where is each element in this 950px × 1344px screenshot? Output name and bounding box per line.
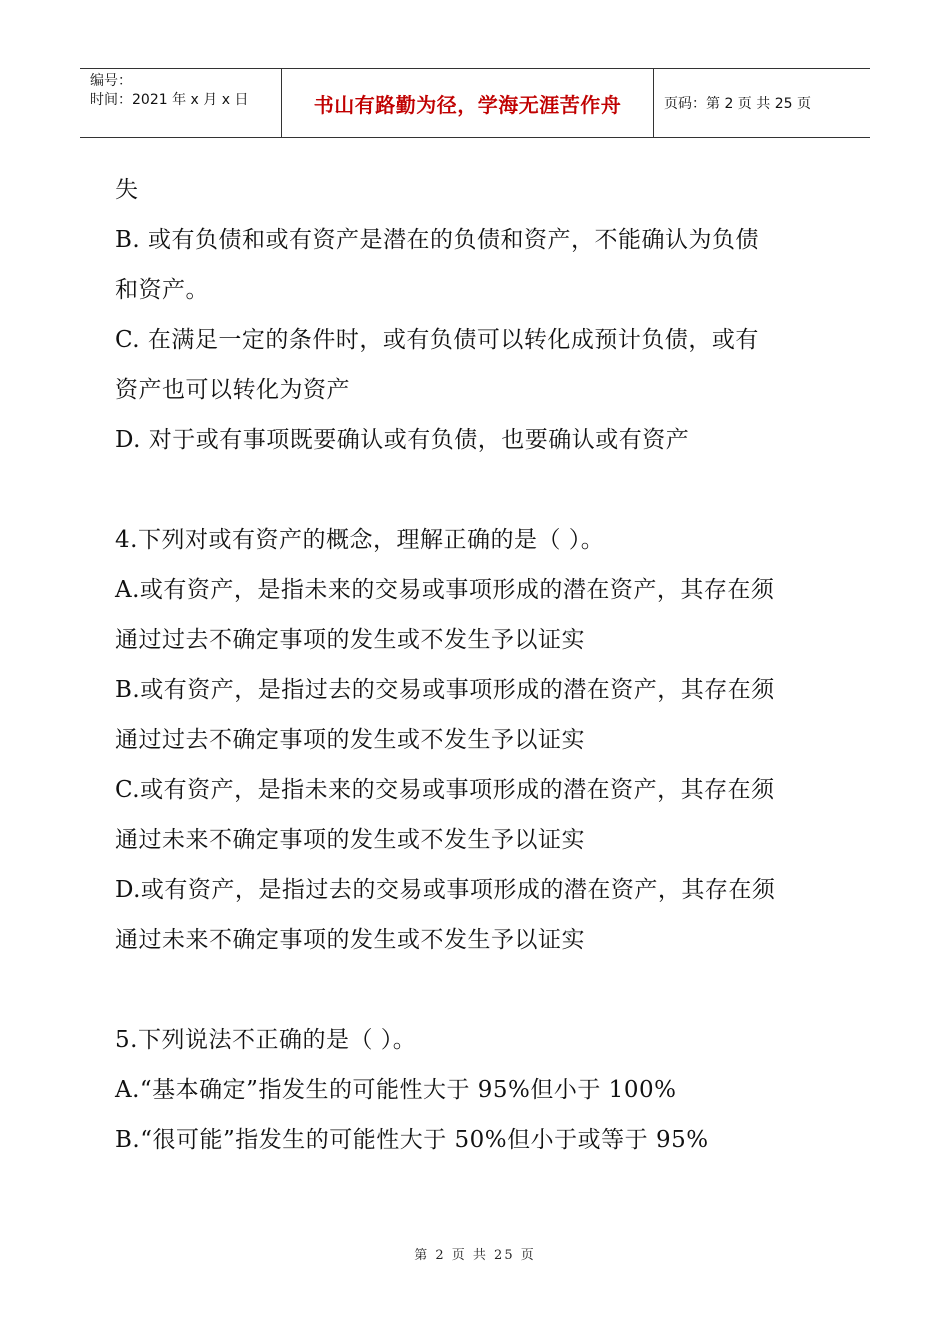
header-motto: 书山有路勤为径，学海无涯苦作舟 (282, 69, 654, 137)
text-line: 通过未来不确定事项的发生或不发生予以证实 (115, 827, 585, 853)
option-c: C. 在满足一定的条件时，或有负债可以转化成预计负债，或有 (115, 327, 759, 353)
text-line: 通过过去不确定事项的发生或不发生予以证实 (115, 727, 585, 753)
header-page-info: 页码：第 2 页 共 25 页 (664, 96, 811, 112)
text-line: 和资产。 (115, 277, 209, 303)
question-4: 4.下列对或有资产的概念，理解正确的是（ ）。 (115, 527, 605, 553)
text-line: 资产也可以转化为资产 (115, 377, 350, 403)
header-meta (80, 69, 282, 137)
q4-option-d: D.或有资产，是指过去的交易或事项形成的潜在资产，其存在须 (115, 877, 776, 903)
document-body (115, 165, 855, 1165)
text-line: 失 (115, 177, 139, 203)
document-date-label: 时间：2021 年 x 月 x 日 (90, 92, 249, 108)
q4-option-a: A.或有资产，是指未来的交易或事项形成的潜在资产，其存在须 (115, 577, 775, 603)
q4-option-b: B.或有资产，是指过去的交易或事项形成的潜在资产，其存在须 (115, 677, 775, 703)
option-b: B. 或有负债和或有资产是潜在的负债和资产，不能确认为负债 (115, 227, 760, 253)
q5-option-a: A.“基本确定”指发生的可能性大于 95%但小于 100% (115, 1077, 677, 1103)
spacer (115, 965, 855, 1015)
q4-option-c: C.或有资产，是指未来的交易或事项形成的潜在资产，其存在须 (115, 777, 775, 803)
page-footer: 第 2 页 共 25 页 (414, 1248, 536, 1263)
document-number-label: 编号： (90, 73, 132, 89)
question-5: 5.下列说法不正确的是（ ）。 (115, 1027, 417, 1053)
text-line: 通过未来不确定事项的发生或不发生予以证实 (115, 927, 585, 953)
q5-option-b: B.“很可能”指发生的可能性大于 50%但小于或等于 95% (115, 1127, 709, 1153)
spacer (115, 465, 855, 515)
option-d: D. 对于或有事项既要确认或有负债，也要确认或有资产 (115, 427, 690, 453)
text-line: 通过过去不确定事项的发生或不发生予以证实 (115, 627, 585, 653)
page-header (80, 68, 870, 138)
